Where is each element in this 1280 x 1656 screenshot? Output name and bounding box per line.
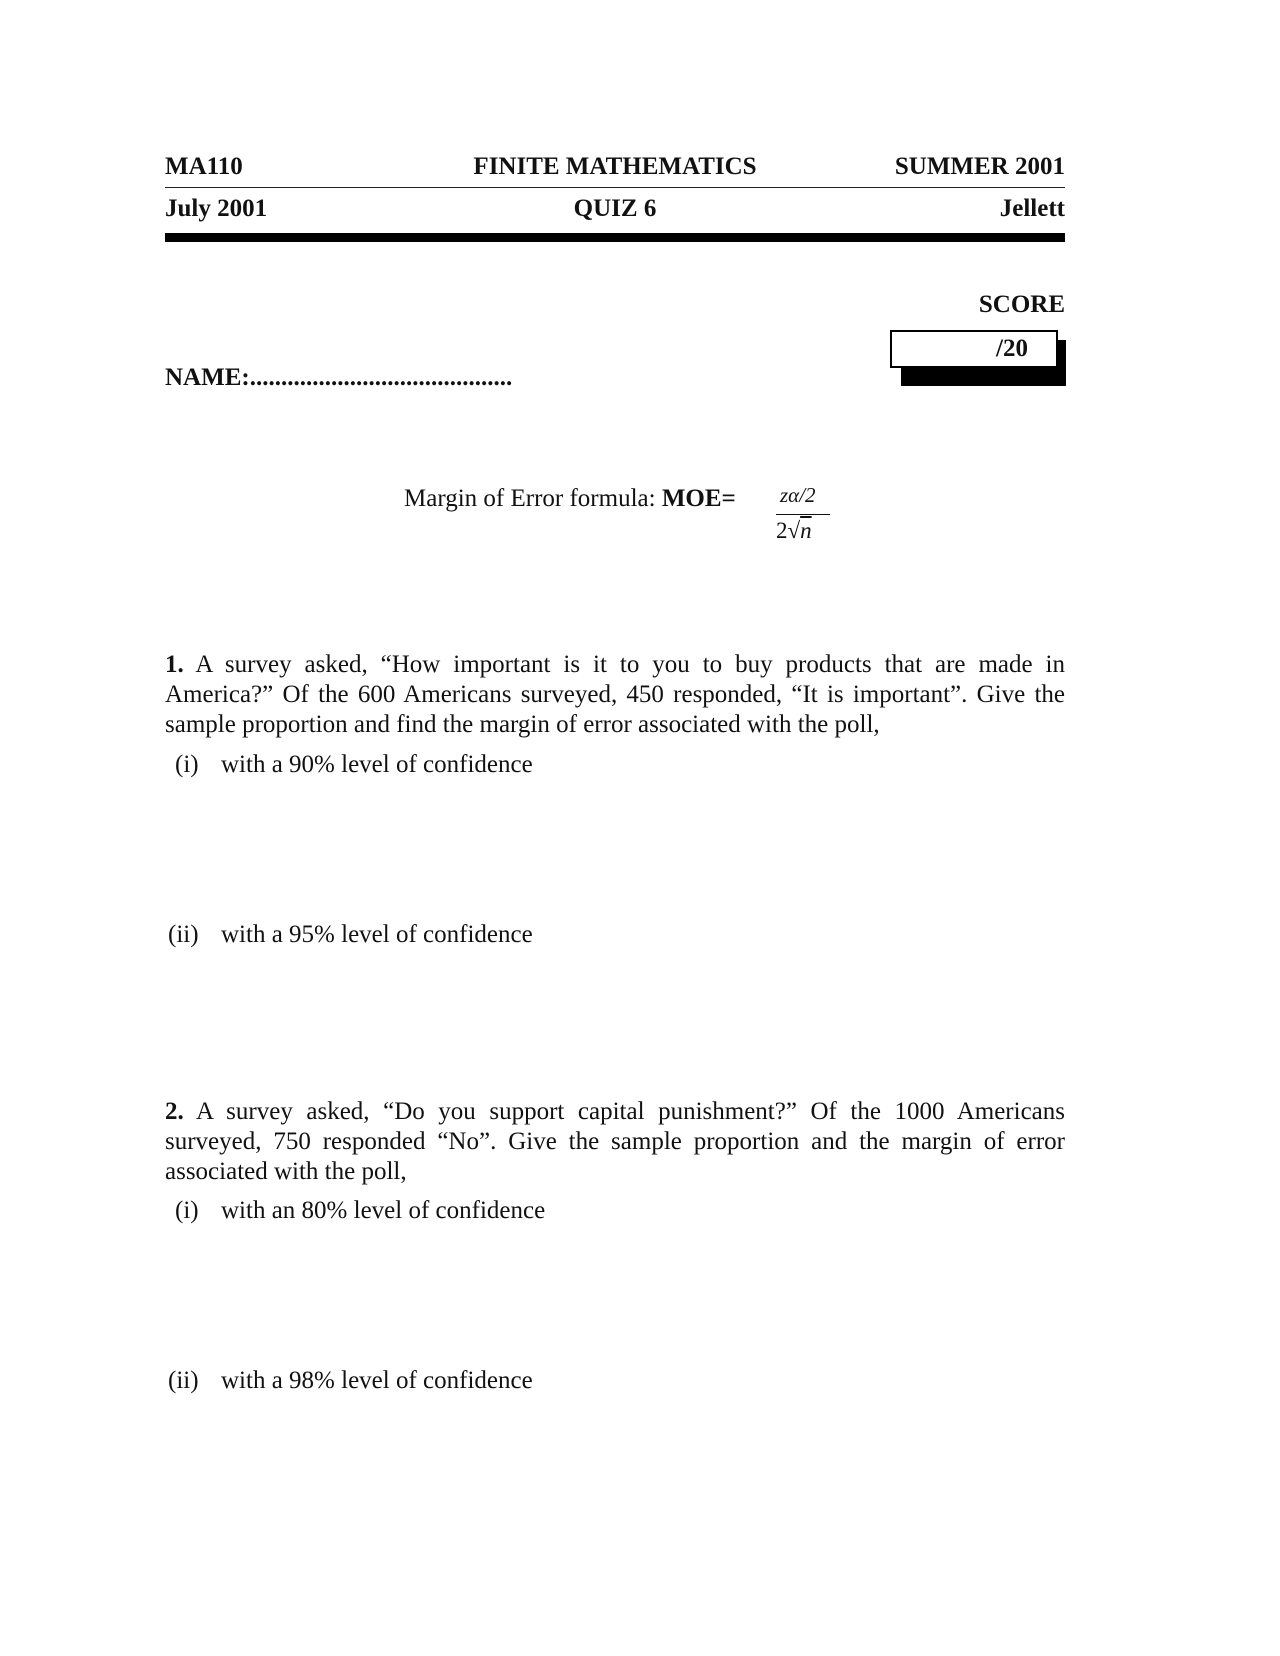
question-1 <box>165 650 1065 740</box>
score-total: /20 <box>996 335 1028 362</box>
course-title: FINITE MATHEMATICS <box>473 153 757 180</box>
question-number: 1. <box>165 651 184 678</box>
part-marker: (ii) <box>168 1367 199 1394</box>
question-text: A survey asked, “Do you support capital punishment?” Of the 1000 Americans surveyed, 750 responded “No”. Give the sample proportion and the margin of error associated with the poll, <box>165 1098 1065 1185</box>
header-divider-thin <box>165 187 1065 188</box>
question-2 <box>165 1097 1065 1187</box>
term: SUMMER 2001 <box>894 153 1065 180</box>
header-divider-thick <box>165 233 1065 242</box>
part-text: with a 90% level of confidence <box>221 751 533 778</box>
question-number: 2. <box>165 1098 184 1125</box>
name-field: NAME:.......................................... <box>165 364 513 391</box>
part-marker: (ii) <box>168 921 199 948</box>
question-text: A survey asked, “How important is it to you to buy products that are made in America?” Of the 600 Americans surveyed, 450 responded, “It is important”. Give the sample proportion and find the margin of error associated with the poll, <box>165 651 1065 738</box>
radical-sign: √ <box>787 518 801 543</box>
part-marker: (i) <box>175 751 199 778</box>
part-text: with a 95% level of confidence <box>221 921 533 948</box>
moe-formula-text <box>404 486 736 511</box>
fraction-bar <box>776 514 830 515</box>
score-label: SCORE <box>978 291 1065 318</box>
question-2-part-i <box>175 1198 545 1223</box>
part-marker: (i) <box>175 1197 199 1224</box>
course-code: MA110 <box>165 153 243 180</box>
instructor: Jellett <box>999 195 1065 222</box>
formula-label: Margin of Error formula: <box>404 485 662 512</box>
quiz-date: July 2001 <box>165 195 268 222</box>
question-1-part-ii <box>168 922 533 947</box>
question-1-part-i <box>175 752 533 777</box>
formula-name: MOE= <box>661 485 736 512</box>
quiz-title: QUIZ 6 <box>573 195 657 222</box>
denominator-coefficient: 2 <box>776 518 788 543</box>
fraction-denominator <box>776 518 812 544</box>
part-text: with a 98% level of confidence <box>221 1367 533 1394</box>
part-text: with an 80% level of confidence <box>221 1197 546 1224</box>
denominator-variable: n <box>800 518 812 543</box>
question-2-part-ii <box>168 1368 533 1393</box>
score-box <box>890 330 1058 368</box>
fraction-numerator: zα/2 <box>780 483 816 507</box>
